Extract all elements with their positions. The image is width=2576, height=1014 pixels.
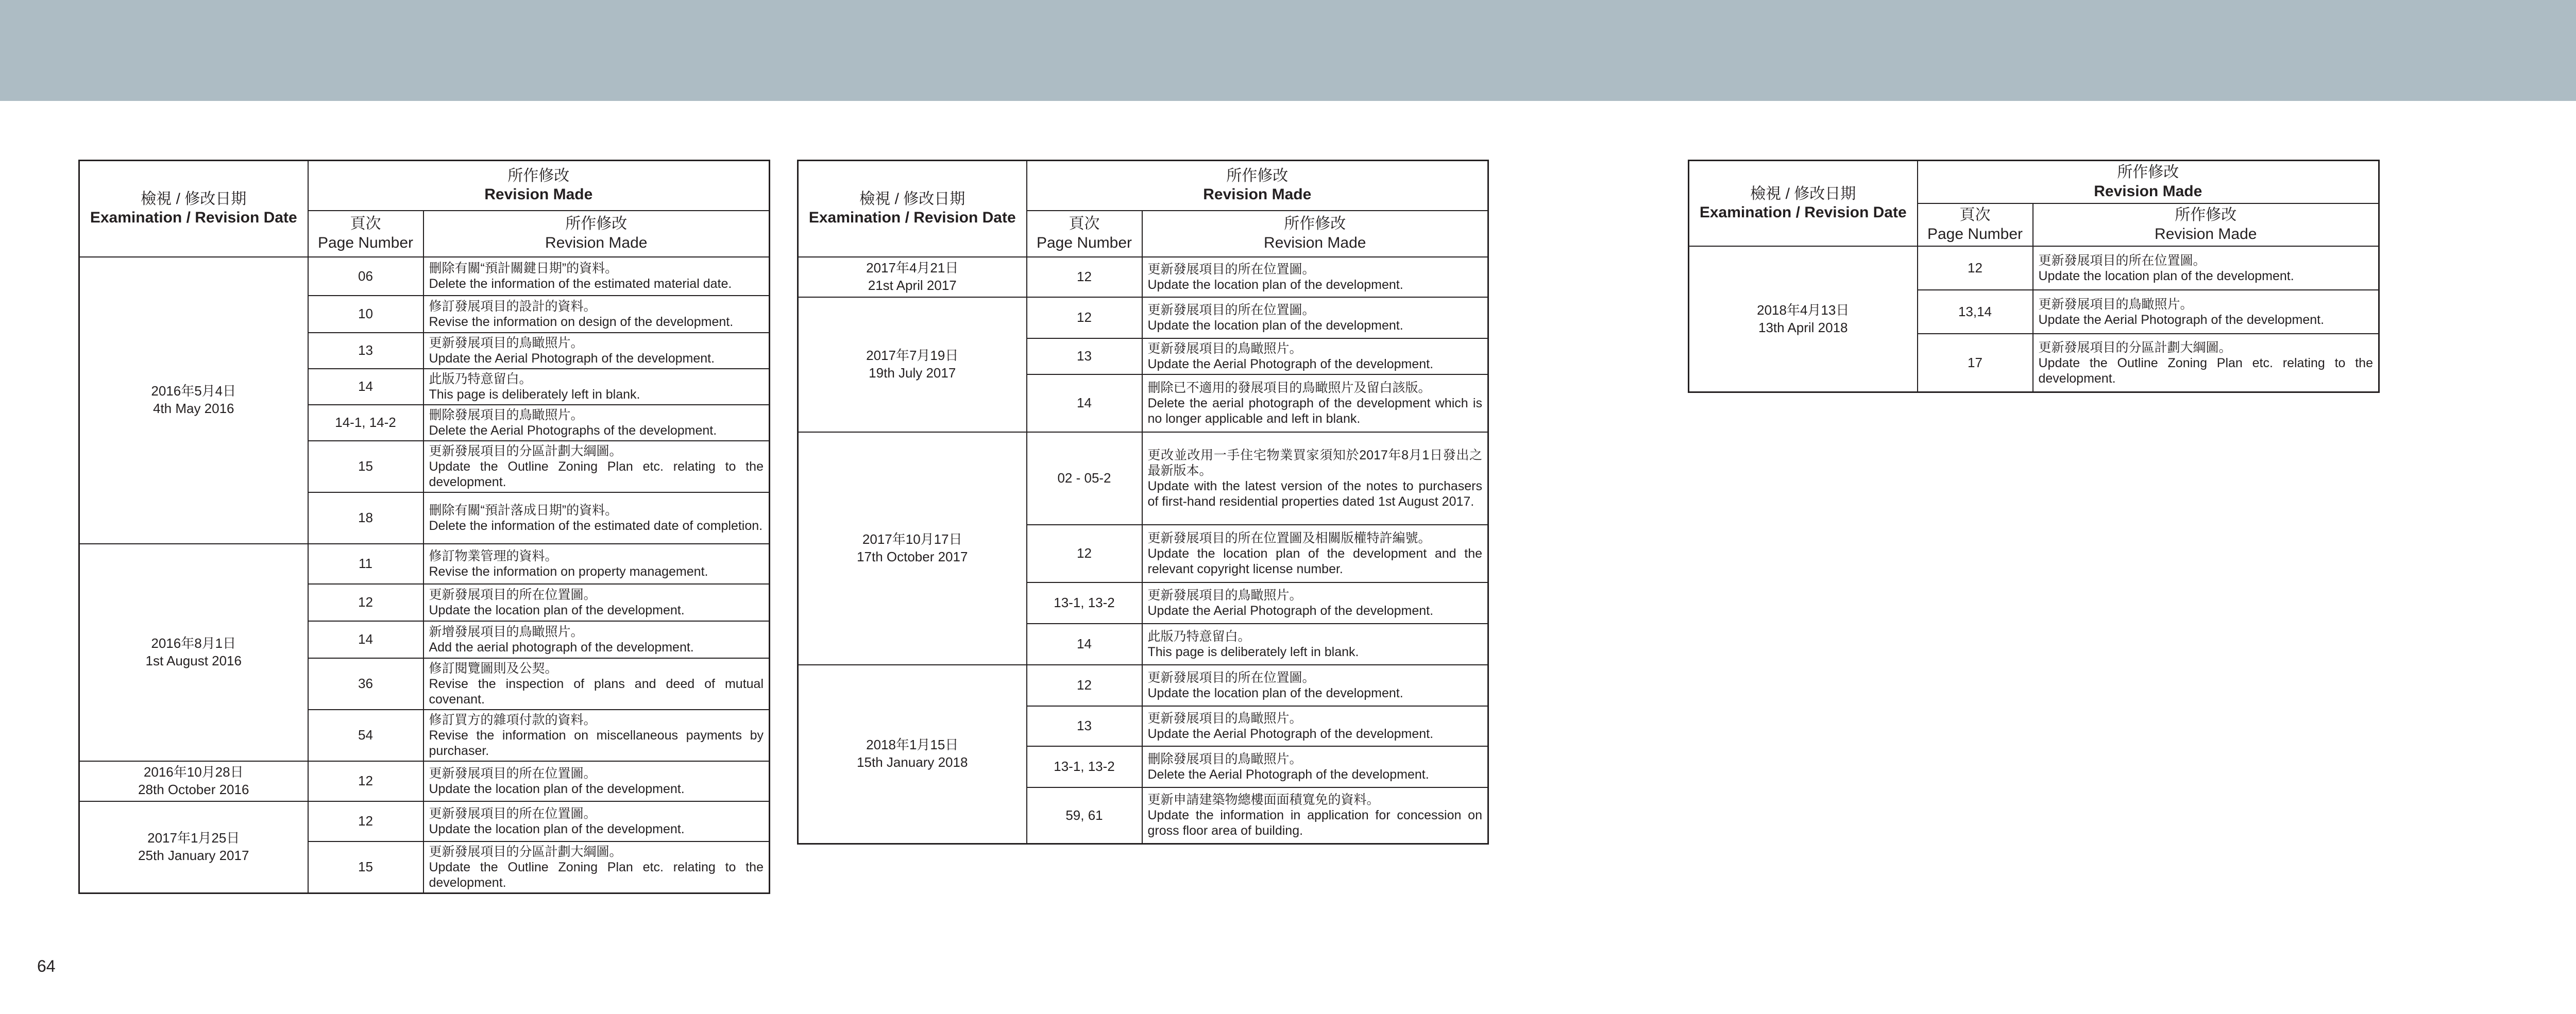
revision-cell xyxy=(1142,787,1488,844)
revision-cell xyxy=(1142,257,1488,297)
revision-zh: 修訂物業管理的資料。 xyxy=(429,548,558,563)
exam-date-header: 檢視 / 修改日期 Examination / Revision Date xyxy=(798,161,1027,257)
revision-date-cell xyxy=(79,801,308,893)
page-number-cell: 12 xyxy=(1027,257,1142,297)
date-en: 21st April 2017 xyxy=(868,277,957,293)
page-number-cell: 14 xyxy=(308,621,423,658)
revision-cell xyxy=(423,658,770,710)
page-number-cell: 59, 61 xyxy=(1027,787,1142,844)
top-color-band xyxy=(0,0,2576,101)
page-number-cell: 12 xyxy=(308,761,423,801)
table-row xyxy=(798,257,1488,297)
revision-en: Revise the information on property management. xyxy=(429,564,708,579)
revision-cell xyxy=(423,584,770,621)
revision-en: Update the location plan of the development and the relevant copyright license number. xyxy=(1147,546,1482,576)
date-en: 19th July 2017 xyxy=(869,365,956,381)
revision-cell xyxy=(423,761,770,801)
revision-zh: 修訂閱覽圖則及公契。 xyxy=(429,661,558,676)
revision-en: Update the Aerial Photograph of the development. xyxy=(1147,356,1434,371)
revision-en: Update the location plan of the development. xyxy=(429,603,685,617)
revision-zh: 此版乃特意留白。 xyxy=(429,371,532,386)
revision-zh: 刪除發展項目的鳥瞰照片。 xyxy=(1147,751,1302,766)
revision-cell xyxy=(423,841,770,893)
page-number-cell: 15 xyxy=(308,441,423,492)
revision-zh: 此版乃特意留白。 xyxy=(1147,629,1251,644)
page-number-cell: 13 xyxy=(1027,706,1142,746)
revision-cell xyxy=(2033,334,2379,392)
revision-cell xyxy=(1142,706,1488,746)
revision-en: Delete the aerial photograph of the development which is no longer applicable and left in blank. xyxy=(1147,396,1482,426)
revision-cell xyxy=(1142,432,1488,525)
revision-cell xyxy=(423,257,770,296)
revision-en: Update the location plan of the development. xyxy=(429,781,685,796)
date-en: 15th January 2018 xyxy=(857,754,968,770)
date-zh: 2017年4月21日 xyxy=(866,260,959,276)
revision-subheader: 所作修改 Revision Made xyxy=(1142,211,1488,257)
revision-zh: 更新發展項目的分區計劃大綱圖。 xyxy=(429,443,622,458)
revision-cell xyxy=(1142,665,1488,706)
page-number-cell: 13 xyxy=(308,333,423,369)
page-number-cell: 17 xyxy=(1918,334,2033,392)
page-number-cell: 14 xyxy=(308,369,423,405)
revision-en: Update the Outline Zoning Plan etc. relating to the development. xyxy=(429,459,764,489)
revision-cell xyxy=(423,333,770,369)
revision-date-cell xyxy=(798,297,1027,432)
revision-zh: 修訂發展項目的設計的資料。 xyxy=(429,299,597,314)
revision-zh: 更新發展項目的鳥瞰照片。 xyxy=(2038,297,2193,312)
revision-en: Update the location plan of the development. xyxy=(429,821,685,836)
revision-cell xyxy=(1142,582,1488,624)
page-number-header: 頁次 Page Number xyxy=(1918,203,2033,246)
page-number-left: 64 xyxy=(37,957,56,975)
revision-zh: 更新發展項目的鳥瞰照片。 xyxy=(429,335,584,350)
page-number-cell: 18 xyxy=(308,492,423,544)
revision-zh: 更新發展項目的鳥瞰照片。 xyxy=(1147,711,1302,726)
revision-zh: 刪除有關“預計關鍵日期”的資料。 xyxy=(429,261,618,276)
page-number-cell: 12 xyxy=(308,801,423,841)
revision-en: Add the aerial photograph of the development. xyxy=(429,640,694,655)
revision-cell xyxy=(423,441,770,492)
revision-cell xyxy=(1142,338,1488,374)
date-zh: 2018年1月15日 xyxy=(866,737,959,753)
date-zh: 2016年5月4日 xyxy=(151,383,236,399)
revision-en: Delete the Aerial Photograph of the development. xyxy=(1147,767,1429,782)
revision-en: Update the information in application for concession on gross floor area of building. xyxy=(1147,808,1482,838)
page-number-cell: 15 xyxy=(308,841,423,893)
date-zh: 2017年1月25日 xyxy=(147,830,240,846)
revision-zh: 更新發展項目的分區計劃大綱圖。 xyxy=(2038,340,2232,355)
revision-en: Update the Aerial Photograph of the development. xyxy=(429,351,715,366)
page-number-cell: 12 xyxy=(1027,297,1142,338)
revision-en: Update the Outline Zoning Plan etc. relating to the development. xyxy=(2038,355,2373,386)
page-number-cell: 13-1, 13-2 xyxy=(1027,746,1142,787)
date-zh: 2016年8月1日 xyxy=(151,635,236,651)
revision-zh: 更新發展項目的分區計劃大綱圖。 xyxy=(429,844,622,859)
page-number-cell: 06 xyxy=(308,257,423,296)
revision-en: Update the Aerial Photograph of the development. xyxy=(1147,726,1434,741)
revision-cell xyxy=(1142,525,1488,582)
revision-cell xyxy=(1142,746,1488,787)
revision-cell xyxy=(423,405,770,441)
date-zh: 2017年7月19日 xyxy=(866,347,959,363)
revision-en: Revise the information on design of the development. xyxy=(429,314,734,329)
revision-table-1 xyxy=(78,160,770,894)
revision-zh: 更新發展項目的所在位置圖。 xyxy=(429,587,597,602)
page-number-header: 頁次 Page Number xyxy=(308,211,423,257)
revision-cell xyxy=(1142,374,1488,432)
revision-cell xyxy=(1142,624,1488,665)
revision-zh: 更新發展項目的所在位置圖及相關版權特許編號。 xyxy=(1147,530,1431,545)
revision-cell xyxy=(1142,297,1488,338)
revision-zh: 更新發展項目的鳥瞰照片。 xyxy=(1147,588,1302,603)
revision-date-cell xyxy=(798,665,1027,844)
page-number-cell: 54 xyxy=(308,710,423,761)
exam-date-header: 檢視 / 修改日期 Examination / Revision Date xyxy=(1689,161,1918,247)
page-number-cell: 10 xyxy=(308,296,423,333)
exam-date-header: 檢視 / 修改日期 Examination / Revision Date xyxy=(79,161,308,257)
revision-zh: 更新發展項目的所在位置圖。 xyxy=(1147,262,1315,277)
page-number-cell: 12 xyxy=(1027,665,1142,706)
revision-en: Delete the information of the estimated date of completion. xyxy=(429,518,763,533)
revision-cell xyxy=(2033,290,2379,334)
table-row xyxy=(79,761,770,801)
page-number-cell: 13-1, 13-2 xyxy=(1027,582,1142,624)
page-number-header: 頁次 Page Number xyxy=(1027,211,1142,257)
date-zh: 2017年10月17日 xyxy=(862,531,962,547)
date-en: 1st August 2016 xyxy=(145,652,242,668)
revision-zh: 刪除已不適用的發展項目的鳥瞰照片及留白該版。 xyxy=(1147,380,1431,395)
page-number-cell: 13,14 xyxy=(1918,290,2033,334)
revision-zh: 更新發展項目的所在位置圖。 xyxy=(429,766,597,781)
revision-en: Revise the information on miscellaneous payments by purchaser. xyxy=(429,728,764,758)
page-number-cell: 12 xyxy=(1918,246,2033,290)
page-number-cell: 14 xyxy=(1027,374,1142,432)
page-number-cell: 14-1, 14-2 xyxy=(308,405,423,441)
date-en: 25th January 2017 xyxy=(138,847,249,863)
revision-cell xyxy=(423,801,770,841)
revision-zh: 更新發展項目的所在位置圖。 xyxy=(1147,670,1315,685)
page-number-cell: 13 xyxy=(1027,338,1142,374)
revision-zh: 更新申請建築物總樓面面積寬免的資料。 xyxy=(1147,793,1380,807)
date-en: 13th April 2018 xyxy=(1758,319,1848,335)
revision-date-cell xyxy=(798,257,1027,297)
revision-en: Update the location plan of the development. xyxy=(1147,318,1403,333)
revision-cell xyxy=(2033,246,2379,290)
revision-date-cell xyxy=(1689,246,1918,392)
revision-en: Update the Aerial Photograph of the development. xyxy=(1147,603,1434,618)
revision-en: Delete the information of the estimated material date. xyxy=(429,277,732,291)
revision-cell xyxy=(423,492,770,544)
table-row xyxy=(798,432,1488,525)
date-en: 17th October 2017 xyxy=(857,548,968,564)
page-number-cell: 14 xyxy=(1027,624,1142,665)
revision-date-cell xyxy=(798,432,1027,665)
table-row xyxy=(798,665,1488,706)
revision-en: Update the location plan of the development. xyxy=(2038,268,2294,283)
revision-en: This page is deliberately left in blank. xyxy=(429,387,640,402)
table-row xyxy=(798,297,1488,338)
page-number-cell: 11 xyxy=(308,544,423,584)
revision-table-3 xyxy=(1688,160,2380,393)
revision-date-cell xyxy=(79,257,308,544)
revision-zh: 新增發展項目的鳥瞰照片。 xyxy=(429,624,584,639)
revision-en: Delete the Aerial Photographs of the development. xyxy=(429,423,717,438)
table-row xyxy=(79,257,770,296)
revision-en: Update the Aerial Photograph of the development. xyxy=(2038,312,2325,327)
page-number-cell: 12 xyxy=(308,584,423,621)
revision-header: 所作修改 Revision Made xyxy=(1027,161,1488,211)
revision-date-cell xyxy=(79,761,308,801)
revision-table-2 xyxy=(797,160,1489,845)
revision-zh: 更新發展項目的所在位置圖。 xyxy=(1147,302,1315,317)
revision-header: 所作修改 Revision Made xyxy=(1918,161,2379,204)
revision-en: Update with the latest version of the notes to purchasers of first-hand residential properties dated 1st August 2017. xyxy=(1147,478,1482,509)
page-number-cell: 02 - 05-2 xyxy=(1027,432,1142,525)
revision-cell xyxy=(423,621,770,658)
revision-zh: 更改並改用一手住宅物業買家須知於2017年8月1日發出之最新版本。 xyxy=(1147,448,1482,478)
revision-subheader: 所作修改 Revision Made xyxy=(423,211,770,257)
revision-en: This page is deliberately left in blank. xyxy=(1147,644,1359,659)
table-row xyxy=(79,544,770,584)
revision-en: Revise the inspection of plans and deed of mutual covenant. xyxy=(429,676,764,707)
table-row xyxy=(1689,246,2379,290)
revision-zh: 修訂買方的雜項付款的資料。 xyxy=(429,712,597,727)
revision-date-cell xyxy=(79,544,308,761)
date-zh: 2016年10月28日 xyxy=(143,764,244,780)
revision-header: 所作修改 Revision Made xyxy=(308,161,770,211)
revision-subheader: 所作修改 Revision Made xyxy=(2033,203,2379,246)
table-row xyxy=(79,801,770,841)
revision-zh: 更新發展項目的鳥瞰照片。 xyxy=(1147,341,1302,356)
revision-en: Update the Outline Zoning Plan etc. relating to the development. xyxy=(429,860,764,890)
revision-zh: 刪除有關“預計落成日期”的資料。 xyxy=(429,503,618,518)
revision-cell xyxy=(423,544,770,584)
page-number-cell: 36 xyxy=(308,658,423,710)
revision-en: Update the location plan of the development. xyxy=(1147,685,1403,700)
revision-cell xyxy=(423,369,770,405)
revision-zh: 更新發展項目的所在位置圖。 xyxy=(429,806,597,821)
revision-cell xyxy=(423,296,770,333)
revision-cell xyxy=(423,710,770,761)
revision-zh: 刪除發展項目的鳥瞰照片。 xyxy=(429,407,584,422)
date-zh: 2018年4月13日 xyxy=(1757,302,1850,318)
revision-zh: 更新發展項目的所在位置圖。 xyxy=(2038,253,2206,268)
revision-en: Update the location plan of the development. xyxy=(1147,277,1403,292)
date-en: 4th May 2016 xyxy=(152,401,234,416)
date-en: 28th October 2016 xyxy=(138,781,249,797)
page-number-cell: 12 xyxy=(1027,525,1142,582)
